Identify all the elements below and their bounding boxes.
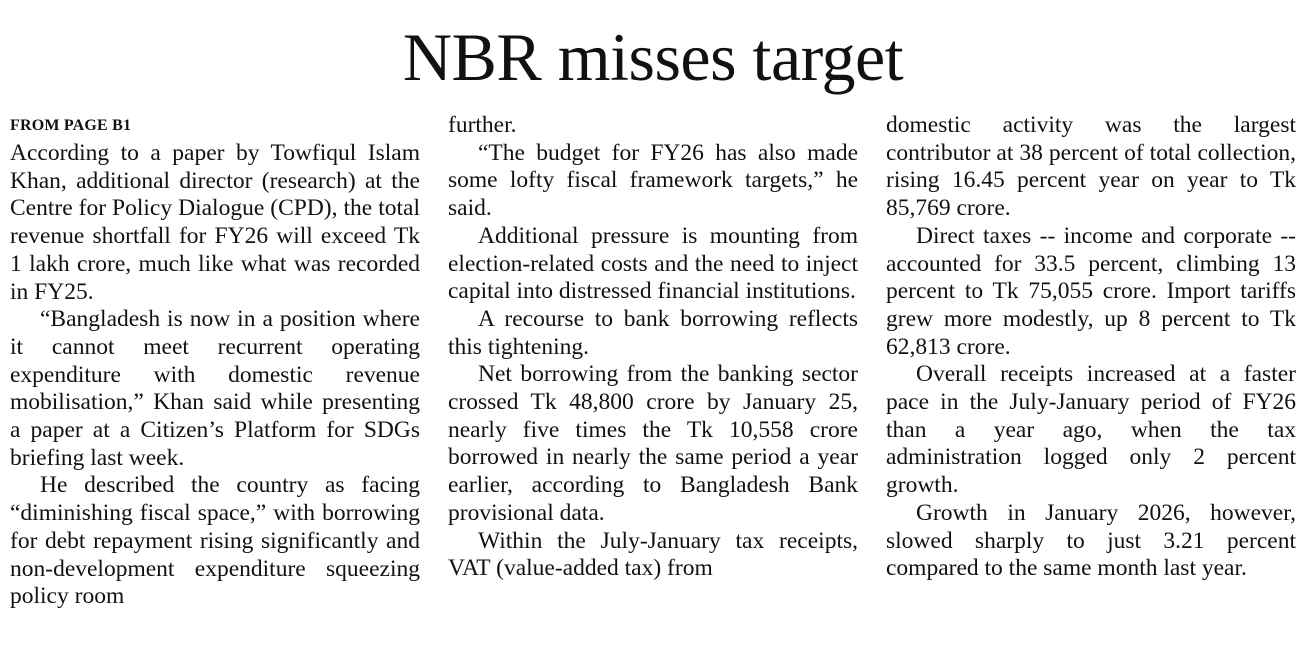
article-paragraph: Within the July-January tax receipts, VAT (value-added tax) from: [448, 527, 858, 582]
article-column-3: [886, 112, 1296, 583]
article-paragraph: Overall receipts increased at a faster pace in the July-January period of FY26 than a year ago, when the tax administration logged only 2 percent growth.: [886, 361, 1296, 499]
article-column-1: [10, 112, 420, 611]
article-paragraph: Net borrowing from the banking sector crossed Tk 48,800 crore by January 25, nearly five times the Tk 10,558 crore borrowed in nearly the same period a year earlier, according to Bangladesh Bank provisional data.: [448, 361, 858, 526]
article-paragraph: A recourse to bank borrowing reflects this tightening.: [448, 305, 858, 360]
article-paragraph: He described the country as facing “diminishing fiscal space,” with borrowing for debt repayment rising significantly and non-development expenditure squeezing policy room: [10, 472, 420, 610]
article-paragraph: domestic activity was the largest contributor at 38 percent of total collection, rising 16.45 percent year on year to Tk 85,769 crore.: [886, 112, 1296, 222]
article-paragraph: Direct taxes -- income and corporate -- accounted for 33.5 percent, climbing 13 percent to Tk 75,055 crore. Import tariffs grew more modestly, up 8 percent to Tk 62,813 crore.: [886, 222, 1296, 360]
headline: NBR misses target: [402, 19, 904, 95]
article-paragraph: Growth in January 2026, however, slowed sharply to just 3.21 percent compared to the same month last year.: [886, 499, 1296, 582]
article-paragraph: According to a paper by Towfiqul Islam Khan, additional director (research) at the Centre for Policy Dialogue (CPD), the total revenue shortfall for FY26 will exceed Tk 1 lakh crore, much like what was recorded in FY25.: [10, 140, 420, 305]
article-column-2: [448, 112, 858, 583]
article-paragraph: “Bangladesh is now in a position where it cannot meet recurrent operating expenditure with domestic revenue mobilisation,” Khan said while presenting a paper at a Citizen’s Platform for SDGs briefing last week.: [10, 306, 420, 471]
article-paragraph: “The budget for FY26 has also made some lofty fiscal framework targets,” he said.: [448, 139, 858, 222]
dateline: FROM PAGE B1: [10, 117, 132, 134]
article-paragraph: Additional pressure is mounting from election-related costs and the need to inject capital into distressed financial institutions.: [448, 222, 858, 305]
article-paragraph: further.: [448, 112, 517, 138]
